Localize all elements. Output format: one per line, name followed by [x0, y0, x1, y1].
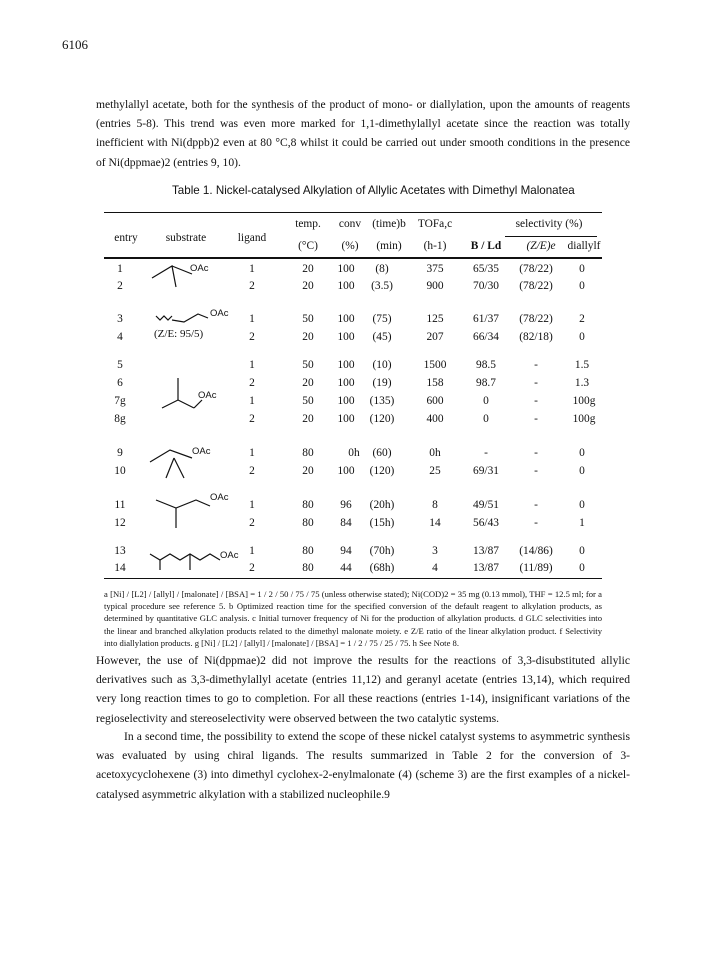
- structure-prenyl-acetate-drawing: [154, 490, 244, 534]
- table-cell-time: (120): [369, 465, 395, 477]
- table-cell-diallyl: 2: [579, 313, 585, 325]
- table-cell-temp: 20: [302, 263, 314, 275]
- table-cell-entry: 12: [114, 517, 126, 529]
- table-cell-diallyl: 0: [579, 331, 585, 343]
- table-cell-time: (3.5): [371, 280, 393, 292]
- table-cell-ze: -: [534, 395, 538, 407]
- table-cell-ligand: 2: [249, 465, 255, 477]
- intro-paragraph: methylallyl acetate, both for the synthesis of the product of mono- or diallylation, upon the amounts of reagents (entries 5-8). This trend was even more marked for 1,1-dimethylallyl acetate since the reaction was totally inefficient with Ni(dppb)2 even at 80 °C,8 whilst it could be carried out under smooth conditions in the presence of Ni(dppmae)2 (entries 9, 10).: [96, 98, 630, 169]
- table-cell-conv: 100: [337, 280, 355, 292]
- table-cell-entry: 9: [117, 447, 123, 459]
- table-cell-diallyl: 1: [579, 517, 585, 529]
- table-cell-temp: 80: [302, 499, 314, 511]
- table-cell-entry: 2: [117, 280, 123, 292]
- table-cell-temp: 50: [302, 359, 314, 371]
- table-cell-bl: 66/34: [473, 331, 499, 343]
- table-cell-ze: (11/89): [519, 562, 553, 574]
- table-caption: Table 1. Nickel-catalysed Alkylation of Allylic Acetates with Dimethyl Malonatea: [172, 184, 575, 197]
- table-footnote: a [Ni] / [L2] / [allyl] / [malonate] / [BSA] = 1 / 2 / 50 / 75 / 75 (unless otherwise stated); Ni(COD)2 = 35 mg (0.13 mmol), THF = 12.5 ml; for a typical procedure see reference 5. b Optimized reaction time for the specified conversion of the default reagent to alkylation products, as determined by quantitative GLC analysis. c Initial turnover frequency of Ni for the production of alkylation products. d GLC selectivities into the linear and branched alkylation products related to the dimethyl malonate moiety. e Z/E ratio of the linear alkylation product. f Selectivity into diallylation products. g [Ni] / [L2] / [allyl] / [malonate] / [BSA] = 1 / 2 / 75 / 25 / 75. h See Note 8.: [104, 589, 602, 648]
- table-cell-bl: 98.7: [476, 377, 496, 389]
- table-cell-conv: 100: [337, 263, 355, 275]
- table-cell-diallyl: 1.5: [574, 359, 590, 371]
- table-cell-bl: 70/30: [473, 280, 499, 292]
- table-cell-tof: 125: [426, 313, 444, 325]
- table-cell-conv: 100: [337, 395, 355, 407]
- table-cell-ze: (82/18): [519, 331, 553, 343]
- header-substrate: substrate: [165, 232, 207, 244]
- table-cell-diallyl: 0: [579, 499, 585, 511]
- table-cell-ze: -: [534, 359, 538, 371]
- table-cell-entry: 10: [114, 465, 126, 477]
- table-cell-entry: 5: [117, 359, 123, 371]
- table-cell-temp: 20: [302, 280, 314, 292]
- header-bl: B / Ld: [470, 240, 502, 252]
- table-cell-bl: 49/51: [473, 499, 499, 511]
- header-time-unit: (min): [376, 240, 402, 252]
- header-tof-unit: (h-1): [423, 240, 447, 252]
- table-cell-time: (45): [372, 331, 392, 343]
- table-cell-ze: -: [534, 447, 538, 459]
- table-cell-conv: 84: [340, 517, 352, 529]
- structure-crotyl-acetate: [154, 308, 238, 344]
- table-cell-conv: 0h: [348, 447, 360, 459]
- table-cell-diallyl: 0: [579, 280, 585, 292]
- table-cell-time: (19): [372, 377, 392, 389]
- table-cell-tof: 207: [426, 331, 444, 343]
- table-cell-ze: (14/86): [519, 545, 553, 557]
- table-cell-entry: 8g: [114, 413, 126, 425]
- table-cell-temp: 80: [302, 517, 314, 529]
- table-cell-bl: -: [484, 447, 488, 459]
- table-cell-conv: 100: [337, 413, 355, 425]
- table-cell-conv: 44: [340, 562, 352, 574]
- table-cell-entry: 3: [117, 313, 123, 325]
- table-cell-entry: 11: [114, 499, 126, 511]
- asymmetric-paragraph: In a second time, the possibility to extend the scope of these nickel catalyst systems to asymmetric synthesis was evaluated by using chiral ligands. The results summarized in Table 2 for the conversion of 3-acetoxycyclohexene (3) into dimethyl cyclohex-2-enylmalonate (4) (scheme 3) are the first examples of a nickel-catalysed asymmetric alkylation with a stabilized nucleophile.9: [96, 730, 630, 801]
- oac-label: OAc: [192, 446, 211, 457]
- table-cell-tof: 158: [426, 377, 444, 389]
- structure-branched-allyl-acetate: [152, 372, 232, 416]
- table-cell-tof: 400: [426, 413, 444, 425]
- table-cell-diallyl: 1.3: [574, 377, 590, 389]
- structure-methallyl-acetate-drawing: [148, 256, 228, 292]
- table-cell-time: (15h): [369, 517, 395, 529]
- table-cell-diallyl: 0: [579, 545, 585, 557]
- table-cell-ze: -: [534, 377, 538, 389]
- table-cell-diallyl: 100g: [572, 413, 596, 425]
- table-cell-temp: 20: [302, 377, 314, 389]
- table-cell-conv: 100: [337, 465, 355, 477]
- table-cell-tof: 375: [426, 263, 444, 275]
- table-cell-temp: 80: [302, 562, 314, 574]
- page-number: 6106: [62, 37, 88, 52]
- table-cell-conv: 96: [340, 499, 352, 511]
- table-cell-bl: 61/37: [473, 313, 499, 325]
- table-cell-conv: 94: [340, 545, 352, 557]
- table-cell-ligand: 1: [249, 447, 255, 459]
- structure-methallyl-acetate: [148, 256, 228, 292]
- table-cell-time: (10): [372, 359, 392, 371]
- table-cell-ze: -: [534, 465, 538, 477]
- header-ze: (Z/E)e: [526, 240, 556, 252]
- table-cell-conv: 100: [337, 377, 355, 389]
- table-cell-bl: 56/43: [473, 517, 499, 529]
- table-cell-tof: 8: [432, 499, 438, 511]
- table-cell-time: (70h): [369, 545, 395, 557]
- header-temp-unit: (°C): [298, 240, 318, 252]
- table-cell-entry: 14: [114, 562, 126, 574]
- table-cell-conv: 100: [337, 313, 355, 325]
- table-cell-ze: -: [534, 499, 538, 511]
- results-table: [104, 200, 604, 580]
- table-cell-time: (75): [372, 313, 392, 325]
- table-cell-diallyl: 0: [579, 263, 585, 275]
- header-entry: entry: [114, 232, 138, 244]
- table-cell-temp: 20: [302, 331, 314, 343]
- table-cell-ligand: 1: [249, 545, 255, 557]
- structure-dimethylallyl-acetate-drawing: [144, 438, 234, 482]
- header-time: (time)b: [372, 218, 406, 230]
- table-cell-bl: 65/35: [473, 263, 499, 275]
- structure-geranyl-acetate: [148, 540, 248, 580]
- table-cell-diallyl: 0: [579, 465, 585, 477]
- table-cell-ligand: 2: [249, 562, 255, 574]
- table-cell-tof: 14: [429, 517, 441, 529]
- header-temp: temp.: [295, 218, 321, 230]
- table-cell-tof: 3: [432, 545, 438, 557]
- table-cell-bl: 69/31: [473, 465, 499, 477]
- table-cell-ligand: 2: [249, 517, 255, 529]
- table-cell-ligand: 1: [249, 263, 255, 275]
- table-cell-ligand: 2: [249, 377, 255, 389]
- oac-label: OAc: [198, 390, 217, 401]
- table-cell-time: (20h): [369, 499, 395, 511]
- header-ligand: ligand: [237, 232, 267, 244]
- structure-prenyl-acetate: [154, 490, 244, 534]
- table-cell-tof: 25: [429, 465, 441, 477]
- table-cell-time: (135): [369, 395, 395, 407]
- table-cell-tof: 600: [426, 395, 444, 407]
- table-cell-entry: 7g: [114, 395, 126, 407]
- table-cell-ze: -: [534, 517, 538, 529]
- table-cell-bl: 13/87: [473, 562, 499, 574]
- header-tof: TOFa,c: [417, 218, 453, 230]
- table-cell-tof: 4: [432, 562, 438, 574]
- table-cell-entry: 1: [117, 263, 123, 275]
- table-cell-diallyl: 100g: [572, 395, 596, 407]
- structure-branched-allyl-acetate-drawing: [152, 372, 232, 416]
- header-diallyl: diallylf: [567, 240, 601, 252]
- table-cell-conv: 100: [337, 331, 355, 343]
- table-cell-temp: 20: [302, 413, 314, 425]
- table-cell-entry: 6: [117, 377, 123, 389]
- table-cell-time: (60): [372, 447, 392, 459]
- table-cell-bl: 0: [483, 395, 489, 407]
- oac-label: OAc: [220, 550, 239, 561]
- table-cell-entry: 4: [117, 331, 123, 343]
- table-cell-entry: 13: [114, 545, 126, 557]
- table-cell-temp: 20: [302, 465, 314, 477]
- table-cell-tof: 900: [426, 280, 444, 292]
- table-cell-ligand: 1: [249, 395, 255, 407]
- table-cell-temp: 80: [302, 447, 314, 459]
- table-cell-ligand: 2: [249, 413, 255, 425]
- oac-label: OAc: [210, 492, 229, 503]
- table-cell-diallyl: 0: [579, 447, 585, 459]
- table-cell-time: (120): [369, 413, 395, 425]
- table-cell-tof: 1500: [423, 359, 447, 371]
- table-cell-ligand: 2: [249, 331, 255, 343]
- table-cell-temp: 50: [302, 395, 314, 407]
- table-cell-ze: (78/22): [519, 263, 553, 275]
- table-cell-ligand: 1: [249, 499, 255, 511]
- oac-label: OAc: [190, 263, 209, 274]
- table-cell-temp: 80: [302, 545, 314, 557]
- table-cell-diallyl: 0: [579, 562, 585, 574]
- table-cell-bl: 98.5: [476, 359, 496, 371]
- table-cell-ze: (78/22): [519, 280, 553, 292]
- table-cell-bl: 13/87: [473, 545, 499, 557]
- table-cell-ligand: 2: [249, 280, 255, 292]
- structure-dimethylallyl-acetate: [144, 438, 234, 482]
- table-cell-temp: 50: [302, 313, 314, 325]
- oac-label: OAc: [210, 308, 229, 319]
- table-cell-ligand: 1: [249, 359, 255, 371]
- table-cell-bl: 0: [483, 413, 489, 425]
- table-cell-ligand: 1: [249, 313, 255, 325]
- table-cell-ze: (78/22): [519, 313, 553, 325]
- discussion-paragraph: However, the use of Ni(dppmae)2 did not improve the results for the reactions of 3,3-disubstituted allylic derivatives such as 3,3-dimethylallyl acetate (entries 11,12) and geranyl acetate (entries 13,14), which required very long reaction times to go to completion. For all these reactions (entries 1-14), insignificant variations of the regioselectivity and stereoselectivity were observed between the two catalytic systems.: [96, 654, 630, 725]
- header-conv-unit: (%): [341, 240, 359, 252]
- table-cell-time: (68h): [369, 562, 395, 574]
- header-conv: conv: [338, 218, 362, 230]
- ze-ratio-label: (Z/E: 95/5): [154, 328, 204, 340]
- header-selectivity: selectivity (%): [515, 218, 583, 230]
- table-cell-conv: 100: [337, 359, 355, 371]
- table-cell-ze: -: [534, 413, 538, 425]
- table-cell-time: (8): [375, 263, 389, 275]
- table-cell-tof: 0h: [429, 447, 441, 459]
